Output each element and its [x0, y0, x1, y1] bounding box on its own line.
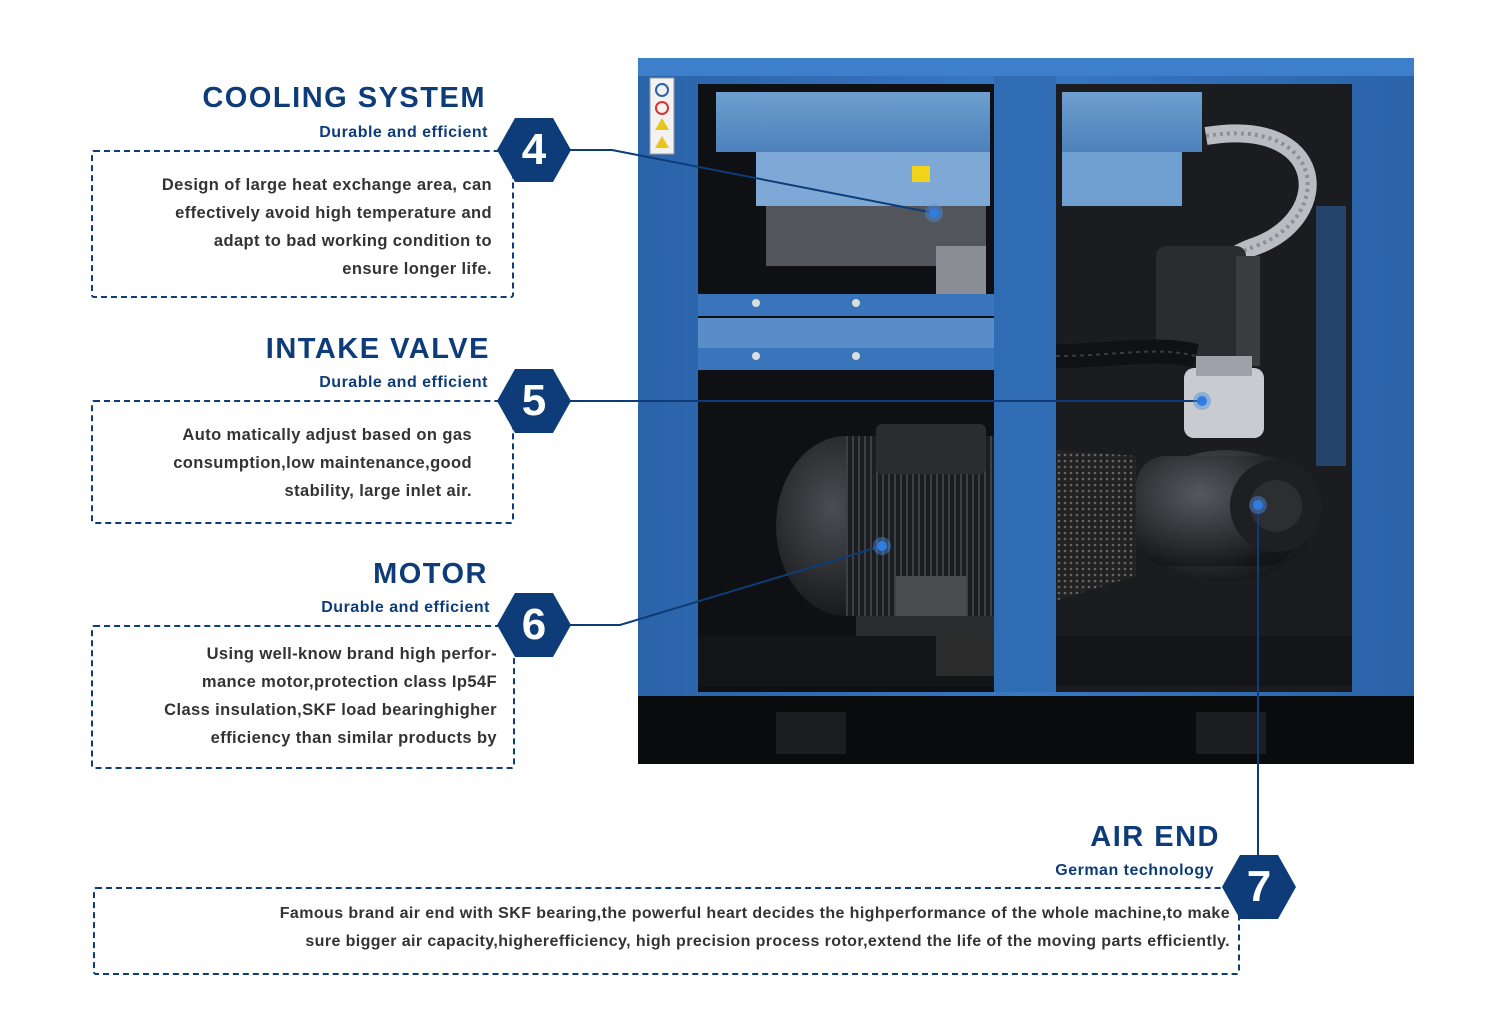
- motor-title: MOTOR: [373, 558, 488, 590]
- cooling-system-description: [162, 171, 492, 283]
- description-line: ensure longer life.: [342, 260, 492, 278]
- description-line: Using well-know brand high perfor-: [206, 645, 497, 663]
- badge-6: [497, 593, 571, 657]
- cooling-system-description-box: [91, 150, 514, 298]
- description-line: mance motor,protection class Ip54F: [201, 673, 497, 691]
- badge-4: [497, 118, 571, 182]
- air-end-description: [280, 900, 1230, 956]
- description-line: Auto matically adjust based on gas: [182, 426, 472, 444]
- intake-valve-subtitle: Durable and efficient: [319, 374, 488, 391]
- motor-description: [164, 640, 497, 752]
- description-line: effectively avoid high temperature and: [175, 204, 492, 222]
- description-line: adapt to bad working condition to: [213, 232, 492, 250]
- description-line: stability, large inlet air.: [284, 482, 472, 500]
- badge-number: 7: [1246, 862, 1272, 911]
- air-end-title: AIR END: [1090, 821, 1220, 853]
- intake-valve-description: [173, 421, 472, 505]
- air-end-subtitle: German technology: [1055, 862, 1214, 879]
- description-line: consumption,low maintenance,good: [173, 454, 472, 472]
- badge-5: [497, 369, 571, 433]
- intake-valve-title: INTAKE VALVE: [265, 333, 490, 365]
- cooling-system-subtitle: Durable and efficient: [319, 124, 488, 141]
- description-line: sure bigger air capacity,higherefficiency, high precision process rotor,extend the life of the moving parts efficiently.: [305, 933, 1230, 950]
- badge-number: 5: [521, 376, 547, 425]
- badge-number: 4: [521, 125, 547, 174]
- description-line: efficiency than similar products by: [210, 729, 497, 747]
- air-end-description-box: [93, 887, 1240, 975]
- badge-number: 6: [521, 600, 547, 649]
- intake-valve-description-box: [91, 400, 514, 524]
- cooling-system-title: COOLING SYSTEM: [202, 82, 486, 114]
- motor-description-box: [91, 625, 515, 769]
- motor-subtitle: Durable and efficient: [321, 599, 490, 616]
- description-line: Famous brand air end with SKF bearing,the powerful heart decides the highperformance of the whole machine,to make: [279, 905, 1230, 922]
- description-line: Class insulation,SKF load bearinghigher: [164, 701, 497, 719]
- badge-7: [1222, 855, 1296, 919]
- description-line: Design of large heat exchange area, can: [161, 176, 492, 194]
